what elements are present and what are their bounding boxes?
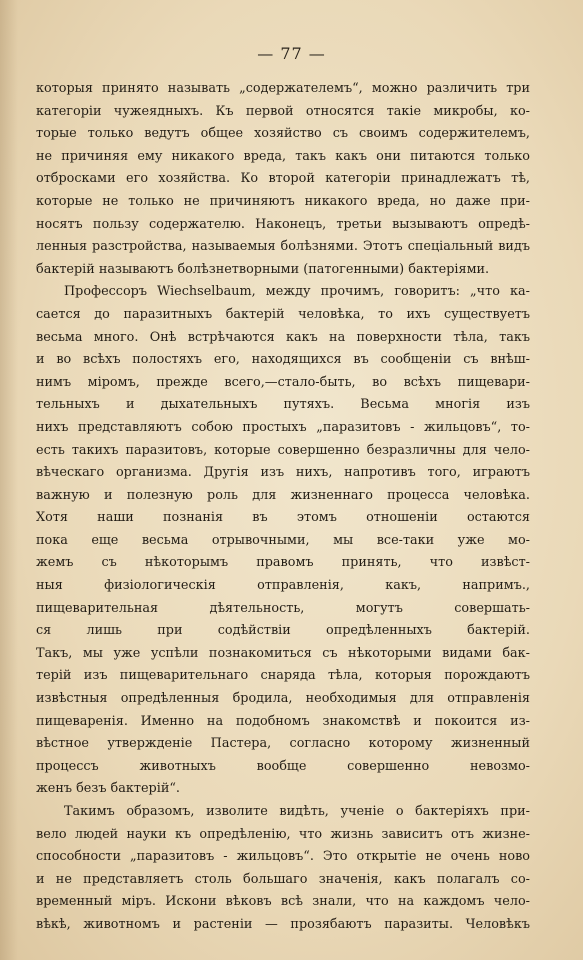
text-line: Такимъ образомъ, изволите видѣть, ученіе о бактеріяхъ при- bbox=[64, 804, 530, 819]
text-line: ленныя разстройства, называемыя болѣзнями. Этотъ спеціальный видъ bbox=[36, 239, 530, 255]
text-line: сается до паразитныхъ бактерій человѣка, то ихъ существуетъ bbox=[36, 306, 530, 322]
text-line: пищеваренія. Именно на подобномъ знакомствѣ и покоится из- bbox=[36, 713, 530, 729]
text-line: пока еще весьма отрывочными, мы все-таки уже мо- bbox=[36, 532, 530, 548]
text-line: которыя принято называть „содержателемъ“, можно различить три bbox=[36, 81, 530, 96]
text-line: весьма много. Онѣ встрѣчаются какъ на поверхности тѣла, такъ bbox=[36, 329, 530, 345]
text-line: тельныхъ и дыхательныхъ путяхъ. Весьма многія изъ bbox=[36, 397, 530, 413]
text-line: вѣстное утвержденіе Пастера, согласно которому жизненный bbox=[36, 736, 530, 752]
text-line: Такъ, мы уже успѣли познакомиться съ нѣкоторыми видами бак- bbox=[36, 645, 530, 661]
text-line: есть такихъ паразитовъ, которые совершенно безразличны для чело- bbox=[36, 442, 530, 458]
text-line: жемъ съ нѣкоторымъ правомъ принять, что извѣст- bbox=[36, 555, 530, 571]
text-line: ся лишь при содѣйствіи опредѣленныхъ бактерій. bbox=[36, 623, 530, 639]
text-line: Профессоръ Wiechselbaum, между прочимъ, говоритъ: „что ка- bbox=[64, 284, 530, 300]
text-line: Хотя наши познанія въ этомъ отношеніи остаются bbox=[36, 510, 530, 526]
body-text bbox=[36, 78, 530, 937]
text-line: и во всѣхъ полостяхъ его, находящихся въ сообщеніи съ внѣш- bbox=[36, 352, 530, 368]
text-line: носятъ пользу содержателю. Наконецъ, третьи вызываютъ опредѣ- bbox=[36, 216, 530, 232]
text-line: вело людей науки къ опредѣленію, что жизнь зависитъ отъ жизне- bbox=[36, 826, 530, 842]
text-line: вѣкѣ, животномъ и растеніи — прозябаютъ паразиты. Человѣкъ bbox=[36, 916, 530, 932]
text-line: временный міръ. Искони вѣковъ всѣ знали, что на каждомъ чело- bbox=[36, 894, 530, 910]
text-line: нихъ представляютъ собою простыхъ „паразитовъ - жильцовъ“, то- bbox=[36, 419, 530, 435]
text-line: женъ безъ бактерій“. bbox=[36, 781, 180, 797]
text-line: пищеварительная дѣятельность, могутъ совершать- bbox=[36, 600, 530, 616]
text-line: ныя физіологическія отправленія, какъ, напримъ., bbox=[36, 578, 530, 594]
text-line: нимъ міромъ, прежде всего,—стало-быть, во всѣхъ пищевари- bbox=[36, 374, 530, 390]
text-line: важную и полезную роль для жизненнаго процесса человѣка. bbox=[36, 487, 530, 503]
text-line: категоріи чужеядныхъ. Къ первой относятся такіе микробы, ко- bbox=[36, 103, 530, 119]
page-number: — 77 — bbox=[257, 44, 326, 63]
text-line: терій изъ пищеварительнаго снаряда тѣла, которыя порождаютъ bbox=[36, 668, 530, 684]
page-edge-shadow bbox=[0, 0, 18, 960]
text-line: отбросками его хозяйства. Ко второй категоріи принадлежатъ тѣ, bbox=[36, 171, 530, 187]
text-line: которые не только не причиняютъ никакого вреда, но даже при- bbox=[36, 193, 530, 209]
text-line: извѣстныя опредѣленныя бродила, необходимыя для отправленія bbox=[36, 691, 530, 707]
text-line: и не представляетъ столь большаго значенія, какъ полагалъ со- bbox=[36, 871, 530, 887]
text-line: не причиняя ему никакого вреда, такъ какъ они питаются только bbox=[36, 148, 530, 164]
text-line: способности „паразитовъ - жильцовъ“. Это открытіе не очень ново bbox=[36, 849, 530, 865]
text-line: бактерій называютъ болѣзнетворными (патогенными) бактеріями. bbox=[36, 261, 490, 277]
text-line: торые только ведутъ общее хозяйство съ своимъ содержителемъ, bbox=[36, 126, 530, 142]
text-line: процессъ животныхъ вообще совершенно невозмо- bbox=[36, 758, 530, 774]
text-line: вѣческаго организма. Другія изъ нихъ, напротивъ того, играютъ bbox=[36, 465, 530, 481]
